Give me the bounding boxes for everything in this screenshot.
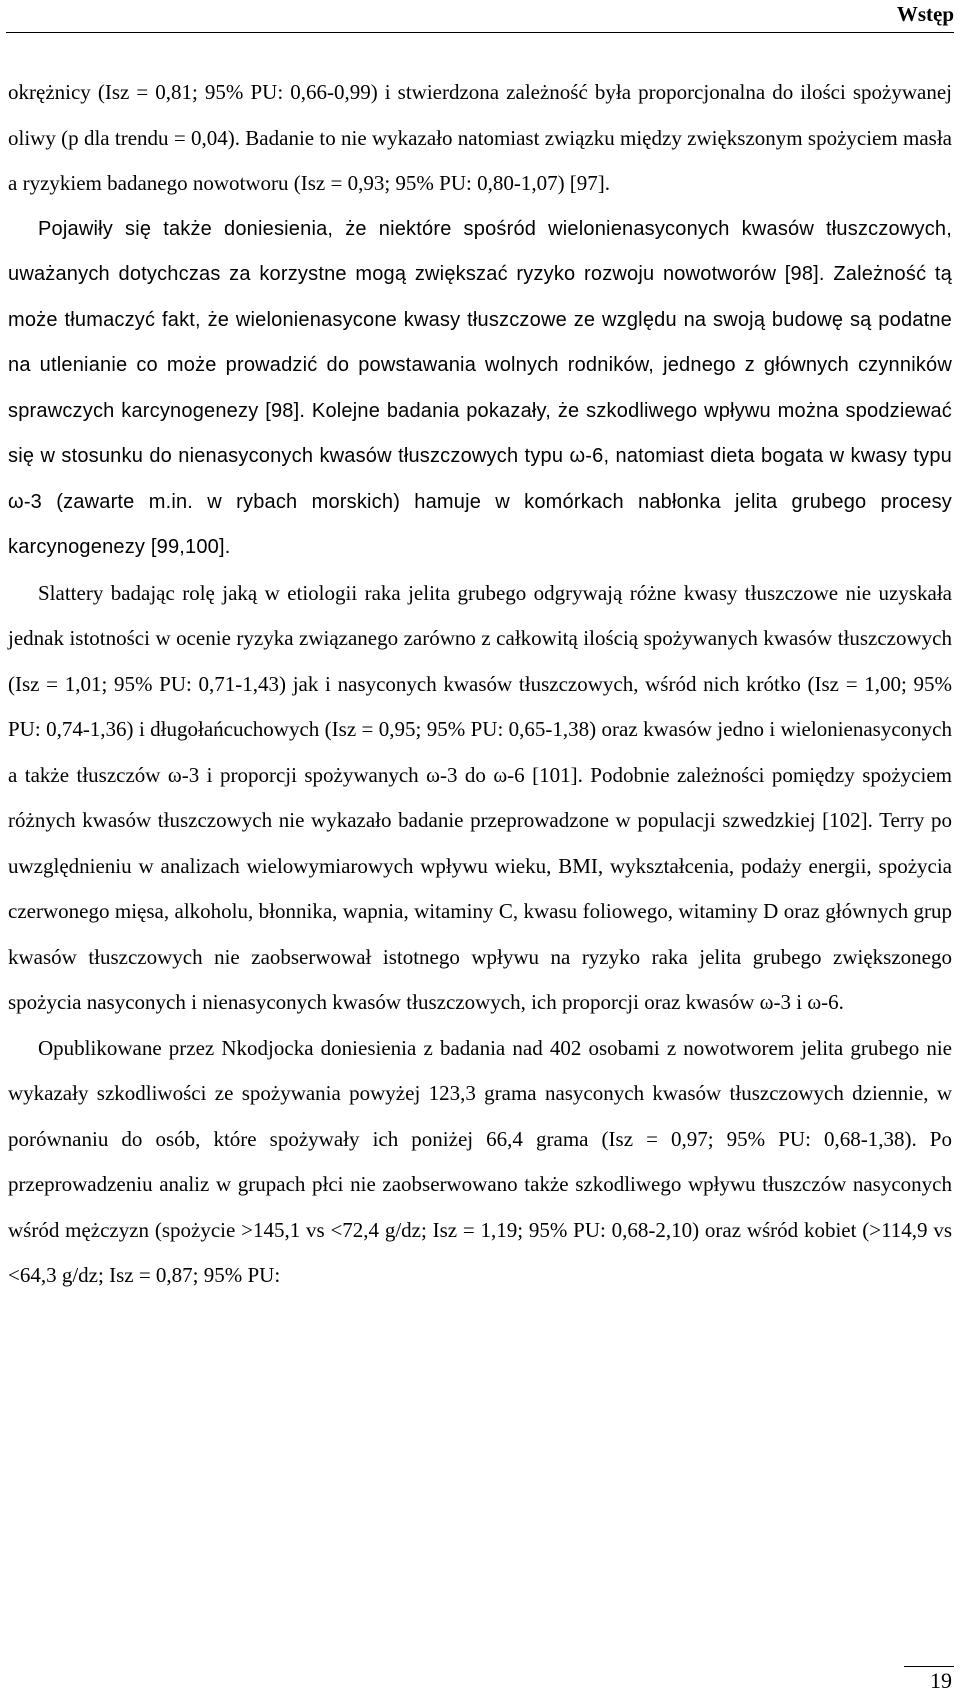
- paragraph-3: Slattery badając rolę jaką w etiologii raka jelita grubego odgrywają różne kwasy tłuszczowe nie uzyskała jednak istotności w ocenie ryzyka związanego zarówno z całkowitą ilością spożywanych kwasów tłuszczowych (Isz = 1,01; 95% PU: 0,71-1,43) jak i nasyconych kwasów tłuszczowych, wśród nich krótko (Isz = 1,00; 95% PU: 0,74-1,36) i długołańcuchowych (Isz = 0,95; 95% PU: 0,65-1,38) oraz kwasów jedno i wielonienasyconych a także tłuszczów ω-3 i proporcji spożywanych ω-3 do ω-6 [101]. Podobnie zależności pomiędzy spożyciem różnych kwasów tłuszczowych nie wykazało badanie przeprowadzone w populacji szwedzkiej [102]. Terry po uwzględnieniu w analizach wielowymiarowych wpływu wieku, BMI, wykształcenia, podaży energii, spożycia czerwonego mięsa, alkoholu, błonnika, wapnia, witaminy C, kwasu foliowego, witaminy D oraz głównych grup kwasów tłuszczowych nie zaobserwował istotnego wpływu na ryzyko raka jelita grubego zwiększonego spożycia nasyconych i nienasyconych kwasów tłuszczowych, ich proporcji oraz kwasów ω-3 i ω-6.: [8, 580, 952, 1014]
- paragraph-4: Opublikowane przez Nkodjocka doniesienia z badania nad 402 osobami z nowotworem jelita grubego nie wykazały szkodliwości ze spożywania powyżej 123,3 grama nasyconych kwasów tłuszczowych dziennie, w porównaniu do osób, które spożywały ich poniżej 66,4 grama (Isz = 0,97; 95% PU: 0,68-1,38). Po przeprowadzeniu analiz w grupach płci nie zaobserwowano także szkodliwego wpływu tłuszczów nasyconych wśród mężczyzn (spożycie >145,1 vs <72,4 g/dz; Isz = 1,19; 95% PU: 0,68-2,10) oraz wśród kobiet (>114,9 vs <64,3 g/dz; Isz = 0,87; 95% PU:: [8, 1035, 952, 1287]
- footer-divider: [904, 1666, 954, 1667]
- paragraph-1: okrężnicy (Isz = 0,81; 95% PU: 0,66-0,99) i stwierdzona zależność była proporcjonalna do ilości spożywanej oliwy (p dla trendu = 0,04). Badanie to nie wykazało natomiast związku między zwiększonym spożyciem masła a ryzykiem badanego nowotworu (Isz = 0,93; 95% PU: 0,80-1,07) [97].: [8, 80, 952, 195]
- paragraph-2: Pojawiły się także doniesienia, że niektóre spośród wielonienasyconych kwasów tłuszczowych, uważanych dotychczas za korzystne mogą zwiększać ryzyko rozwoju nowotworów [98]. Zależność tą może tłumaczyć fakt, że wielonienasycone kwasy tłuszczowe ze względu na swoją budowę są podatne na utlenianie co może prowadzić do powstawania wolnych rodników, jednego z głównych czynników sprawczych karcynogenezy [98]. Kolejne badania pokazały, że szkodliwego wpływu można spodziewać się w stosunku do nienasyconych kwasów tłuszczowych typu ω-6, natomiast dieta bogata w kwasy typu ω-3 (zawarte m.in. w rybach morskich) hamuje w komórkach nabłonka jelita grubego procesy karcynogenezy [99,100].: [8, 217, 952, 558]
- document-body: [8, 70, 952, 1299]
- header-divider: [6, 32, 954, 33]
- running-header-title: Wstęp: [896, 2, 954, 26]
- page-number: 19: [930, 1668, 952, 1693]
